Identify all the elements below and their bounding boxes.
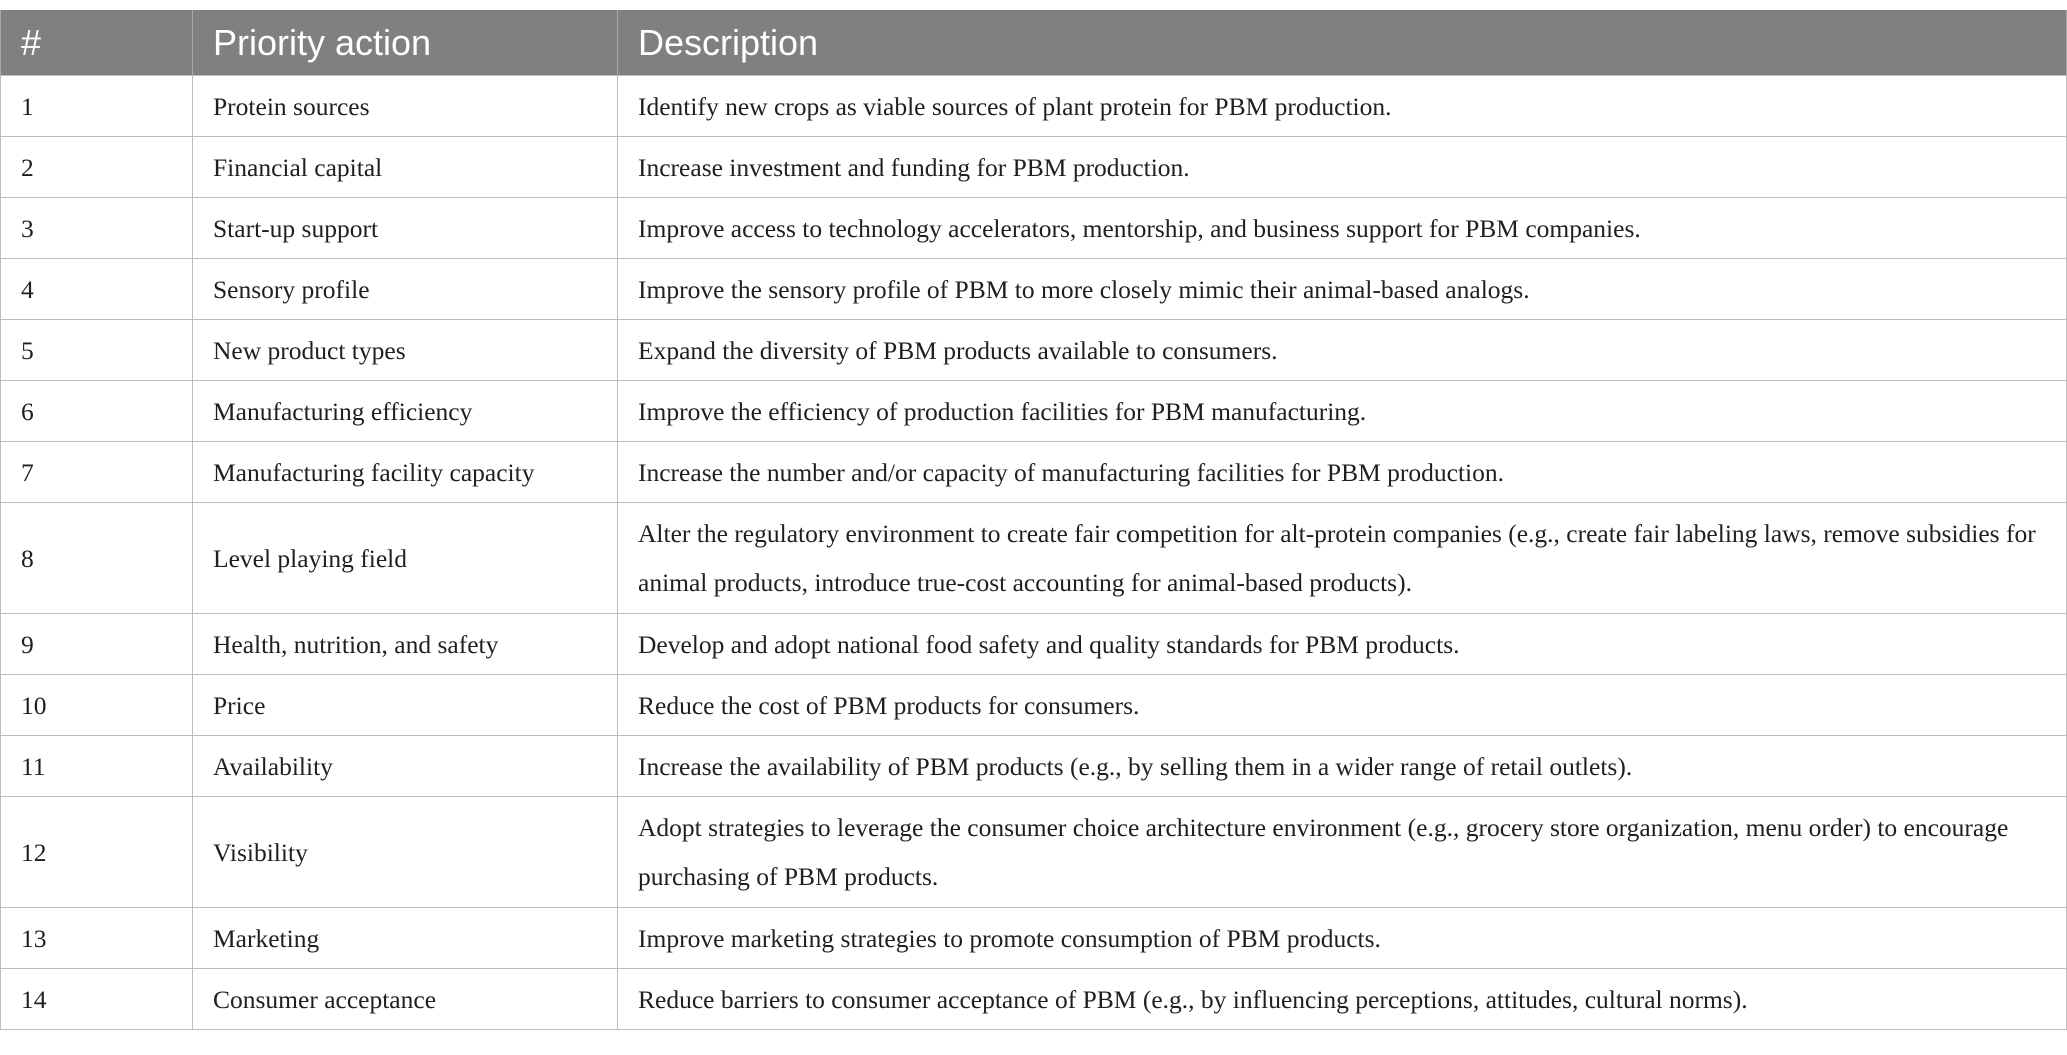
row-number: 4: [1, 259, 193, 320]
table-row: [1, 76, 2067, 137]
row-description: Improve the efficiency of production facilities for PBM manufacturing.: [618, 381, 2067, 442]
row-description: Increase the availability of PBM products (e.g., by selling them in a wider range of retail outlets).: [618, 736, 2067, 797]
header-description: Description: [618, 10, 2067, 76]
table-row: [1, 320, 2067, 381]
header-priority-action: Priority action: [193, 10, 618, 76]
table-row: [1, 259, 2067, 320]
row-number: 10: [1, 675, 193, 736]
row-description: Increase the number and/or capacity of manufacturing facilities for PBM production.: [618, 442, 2067, 503]
row-action: Financial capital: [193, 137, 618, 198]
row-description: Adopt strategies to leverage the consumer choice architecture environment (e.g., grocery store organization, menu order) to encourage purchasing of PBM products.: [618, 797, 2067, 908]
table-row: [1, 198, 2067, 259]
row-action: Manufacturing efficiency: [193, 381, 618, 442]
row-action: Availability: [193, 736, 618, 797]
row-description: Reduce the cost of PBM products for consumers.: [618, 675, 2067, 736]
table-row: [1, 675, 2067, 736]
table-row: [1, 969, 2067, 1030]
row-description: Improve the sensory profile of PBM to more closely mimic their animal-based analogs.: [618, 259, 2067, 320]
row-description: Increase investment and funding for PBM production.: [618, 137, 2067, 198]
row-number: 3: [1, 198, 193, 259]
table-row: [1, 797, 2067, 908]
row-action: Price: [193, 675, 618, 736]
table-header-row: [1, 10, 2067, 76]
table-row: [1, 442, 2067, 503]
row-action: Health, nutrition, and safety: [193, 614, 618, 675]
row-number: 12: [1, 797, 193, 908]
header-number: #: [1, 10, 193, 76]
row-number: 13: [1, 908, 193, 969]
row-description: Develop and adopt national food safety and quality standards for PBM products.: [618, 614, 2067, 675]
priority-actions-table: [0, 10, 2067, 1030]
row-action: New product types: [193, 320, 618, 381]
row-description: Improve access to technology accelerators, mentorship, and business support for PBM companies.: [618, 198, 2067, 259]
row-action: Visibility: [193, 797, 618, 908]
row-number: 1: [1, 76, 193, 137]
row-action: Sensory profile: [193, 259, 618, 320]
table-row: [1, 908, 2067, 969]
table-body: [1, 76, 2067, 1030]
row-description: Improve marketing strategies to promote consumption of PBM products.: [618, 908, 2067, 969]
row-description: Expand the diversity of PBM products available to consumers.: [618, 320, 2067, 381]
table-header: [1, 10, 2067, 76]
row-action: Start-up support: [193, 198, 618, 259]
table-row: [1, 503, 2067, 614]
row-number: 5: [1, 320, 193, 381]
row-action: Level playing field: [193, 503, 618, 614]
row-number: 8: [1, 503, 193, 614]
table-row: [1, 736, 2067, 797]
row-description: Identify new crops as viable sources of plant protein for PBM production.: [618, 76, 2067, 137]
row-number: 11: [1, 736, 193, 797]
row-action: Manufacturing facility capacity: [193, 442, 618, 503]
row-description: Alter the regulatory environment to create fair competition for alt-protein companies (e.g., create fair labeling laws, remove subsidies for animal products, introduce true-cost accounting for animal-based products).: [618, 503, 2067, 614]
row-number: 6: [1, 381, 193, 442]
row-number: 14: [1, 969, 193, 1030]
row-number: 7: [1, 442, 193, 503]
table-row: [1, 614, 2067, 675]
row-number: 9: [1, 614, 193, 675]
row-action: Consumer acceptance: [193, 969, 618, 1030]
row-action: Marketing: [193, 908, 618, 969]
row-number: 2: [1, 137, 193, 198]
priority-actions-table-container: [0, 10, 2066, 1030]
table-row: [1, 381, 2067, 442]
row-description: Reduce barriers to consumer acceptance of PBM (e.g., by influencing perceptions, attitudes, cultural norms).: [618, 969, 2067, 1030]
row-action: Protein sources: [193, 76, 618, 137]
table-row: [1, 137, 2067, 198]
